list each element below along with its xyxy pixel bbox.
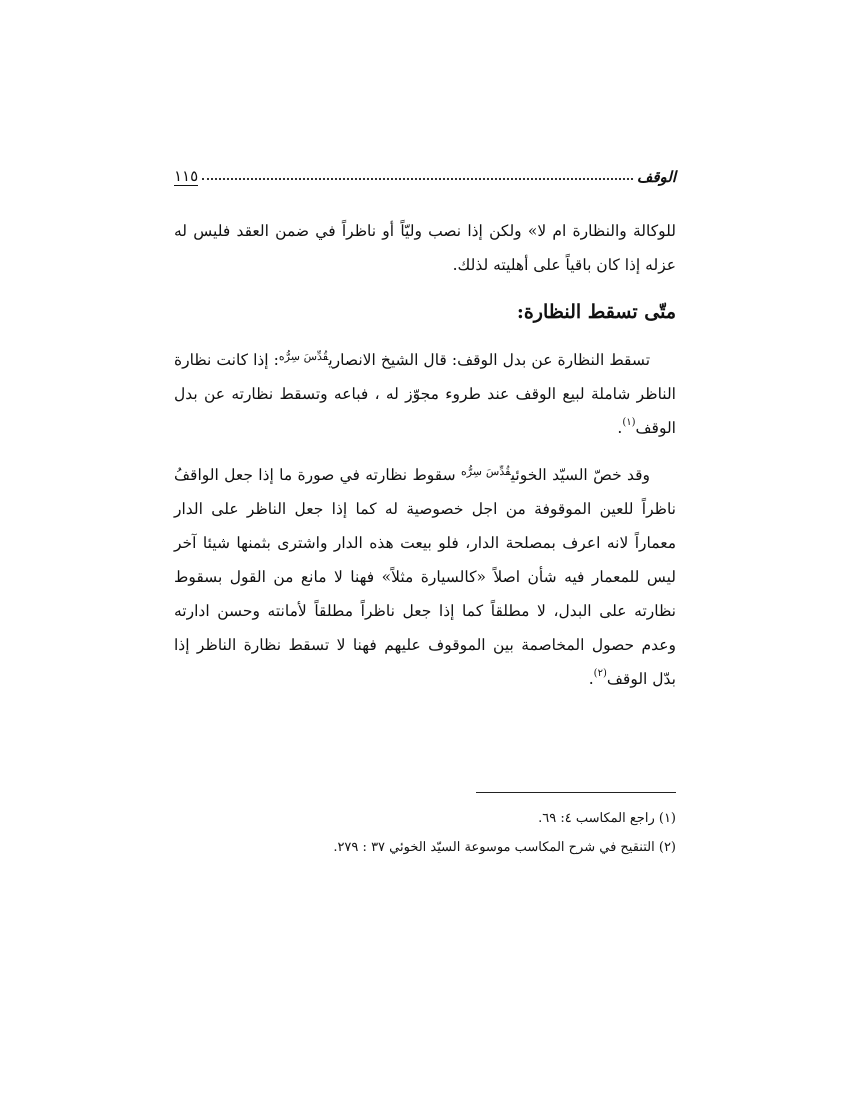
paragraph-2 <box>174 340 676 445</box>
body-text <box>174 214 676 696</box>
paragraph-2-end: . <box>617 419 623 437</box>
section-heading: متّى تسقط النظارة: <box>516 301 676 323</box>
running-header <box>174 156 676 186</box>
footnote-2: (٢) التنقيح في شرح المكاسب موسوعة السيّد الخوئي ٣٧ : ٢٧٩. <box>333 840 676 855</box>
paragraph-1: للوكالة والنظارة ام لا» ولكن إذا نصب وليّاً أو ناظراً في ضمن العقد فليس له عزله إذا كان باقياً على أهليته لذلك. <box>174 222 676 274</box>
footnote-ref-1: (١) <box>622 417 636 428</box>
page-number: ١١٥ <box>174 166 199 185</box>
paragraph-2-text-b: : إذا كانت نظارة الناظر شاملة لبيع الوقف عند طروء مجوّز له ، فباعه وتسقط نظارته عن بدل الوقف <box>174 351 676 437</box>
paragraph-2-text-a: تسقط النظارة عن بدل الوقف: قال الشيخ الانصاري <box>328 351 651 369</box>
footnote-1: (١) راجع المكاسب ٤: ٦٩. <box>538 811 676 826</box>
footnote-separator <box>476 792 676 793</box>
paragraph-3 <box>174 455 676 696</box>
paragraph-3-text-b: سقوط نظارته في صورة ما إذا جعل الواقفُ ناظراً للعين الموقوفة من اجل خصوصية له كما إذا جعل الناظر على الدار معماراً لانه اعرف بمصلحة الدار، فلو بيعت هذه الدار واشترى بثمنها شيئا آخر ليس للمعمار فيه شأن اصلاً «كالسيارة مثلاً» فهنا لا مانع من القول بسقوط نظارته على البدل، لا مطلقاً كما إذا جعل ناظراً مطلقاً لأمانته وحسن ادارته وعدم حصول المخاصمة بين الموقوف عليهم فهنا لا تسقط نظارة الناظر إذا بدّل الوقف <box>174 466 676 688</box>
paragraph-3-end: . <box>588 670 594 688</box>
book-page <box>174 150 676 910</box>
running-title: الوقف <box>636 168 676 186</box>
paragraph-3-text-a: وقد خصّ السيّد الخوئي <box>510 466 651 484</box>
dotted-leader <box>202 178 633 180</box>
footnotes <box>174 804 676 862</box>
footnote-ref-2: (٢) <box>593 668 607 679</box>
honorific-symbol: قُدِّسَ سِرُّه <box>460 465 511 478</box>
honorific-symbol: قُدِّسَ سِرُّه <box>278 350 329 363</box>
